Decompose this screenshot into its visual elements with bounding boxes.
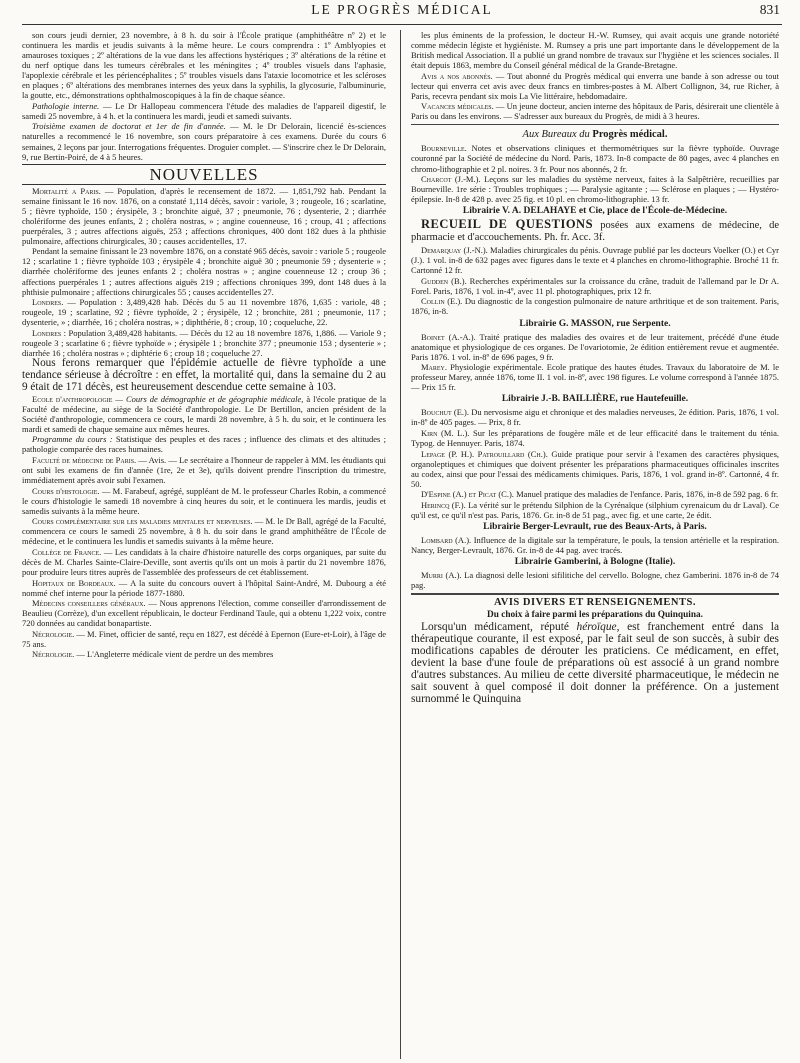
maladies-mentales-text: — M. le Dr Ball, agrégé de la Faculté, commencera ce cours le samedi 25 novembre, à 8 h. du soir dans le grand amphithéâtre de l'École de médecine, et le continuera les lundis et samedis suivants à la même heure.	[22, 516, 386, 547]
necrologie-paragraph-1	[22, 629, 386, 649]
rumsey-paragraph: les plus éminents de la profession, le docteur H.-W. Rumsey, qui avait acquis une grande notoriété comme médecin légiste et hygiéniste. M. Rumsey a pris une part importante dans le développement de la British medical Association. Il a publié un grand nombre de travaux sur l'hygiène et les sciences sociales. Il était depuis 1863, membre du Conseil général médical de la Grande-Bretagne.	[411, 30, 779, 71]
mortalite-paragraph	[22, 186, 386, 246]
college-lead: Collège de France.	[32, 546, 102, 557]
examen-paragraph	[22, 121, 386, 161]
page-number: 831	[759, 2, 780, 17]
mortalite-text: — Population, d'après le recensement de 1872. — 1,851,792 hab. Pendant la semaine finissant le 16 nov. 1876, on a constaté 1,114 décès, savoir : variole, 3 ; rougeole, 16 ; scarlatine, 5 ; fièvre typhoïde, 150 ; érysipèle, 3 ; bronchite aiguë, 37 ; pneumonie, 76 ; dysenterie, 2 ; diarrhée cholériforme des jeunes enfants, 2 ; choléra nostras, » ; angine couenneuse, 16 ; croup, 41 ; affections puerpérales, 3 ; autres affections aiguës, 253 ; affections chroniques, 400 dont 182 dues à la phthisie pulmonaire, affections chirurgicales, 30 ; causes accidentelles, 17.	[22, 185, 386, 246]
charcot-author: Charcot (J.-M.).	[421, 174, 481, 185]
vacances-text: — Un jeune docteur, ancien interne des hôpitaux de Paris, désirerait une clientèle à Paris ou dans les environs. — S'adresser aux bureaux du Progrès, de midi à 3 heures.	[411, 101, 779, 122]
necrologie-paragraph-2	[22, 649, 386, 659]
bordeaux-text: — A la suite du concours ouvert à l'hôpital Saint-André, M. Dubourg a été nommé chef interne pour la période 1877-1880.	[22, 577, 386, 598]
columns	[22, 30, 782, 1059]
conseillers-text: — Nous apprenons l'élection, comme conseiller d'arrondissement de Beaulieu (Corrèze), d'un excellent républicain, le docteur Ferdinand Taule, qui a obtenu 1,222 voix, contre 720 données au candidat bonapartiste.	[22, 598, 386, 629]
bourneville-entry	[411, 143, 779, 173]
necrologie-lead-1: Nécrologie.	[32, 628, 75, 639]
quinquina-paragraph	[411, 622, 779, 705]
lombard-text: Influence de la digitale sur la température, le pouls, la tension artérielle et la respiration. Nancy, Berger-Levrault, 1876. Gr. in-8 de 44 pag. avec tracés.	[411, 534, 779, 555]
recueil-title: RECUEIL DE QUESTIONS	[421, 217, 594, 232]
kirn-text: Sur les préparations de fougère mâle et de leur efficacité dans le traitement du ténia. Typog. de Hennuyer. Paris, 1874.	[411, 427, 779, 448]
londres-paragraph-2	[22, 328, 386, 358]
espine-entry	[411, 489, 779, 499]
cours-paragraph: son cours jeudi dernier, 23 novembre, à 8 h. du soir à l'École pratique (amphithéâtre nº 2) et le continuera les mardis et jeudis suivants à la même heure. Le cours comprendra : 1º Amblyopies et amauroses toxiques ; 2º altérations de la vue dans les affections hystériques ; 3º altérations de la rétine et du nerf optique dans les tumeurs cérébrales et les méningites ; 4º troubles visuels dans l'aphasie, l'apoplexie cérébrale et les périencéphalites ; 5º troubles visuels dans l'ataxie locomotrice et les scléroses en plaques ; 6º altérations des membranes internes des yeux dans la syphilis, la glycosurie, l'albuminurie, la goutte, etc., démonstrations ophthalmoscopiques à la fin de chaque séance.	[22, 30, 386, 101]
quinquina-text-b: , est franchement entré dans la thérapeutique courante, il est exposé, par le fait seul de son succès, à subir des modifications capables de dérouter les praticiens. Ce médicament, en effet, devient la base d'une foule de préparations où est associé à un grand nombre d'autres substances. Au milieu de cette diversité pharmaceutique, le médecin ne sait souvent à quel composé il doit donner la préférence. On a justement surnommé le Quinquina	[411, 621, 779, 705]
mortalite-lead: Mortalité a Paris.	[32, 185, 101, 196]
londres-lead-1: Londres.	[32, 297, 64, 308]
publisher-bailliere: Librairie J.-B. BAILLIÈRE, rue Hautefeuille.	[501, 394, 689, 405]
collin-author: Collin (E.).	[421, 296, 463, 307]
pathologie-lead: Pathologie interne.	[32, 100, 100, 111]
bordeaux-lead: Hopitaux de Bordeaux.	[32, 577, 116, 588]
section-title-nouvelles: NOUVELLES	[22, 164, 386, 185]
page-header	[22, 2, 782, 25]
histologie-lead: Cours d'histologie.	[32, 485, 100, 496]
anthropologie-course: — Cours de démographie et de géographie médicale,	[112, 393, 304, 404]
pathologie-text: — Le Dr Hallopeau commencera l'étude des maladies de l'appareil digestif, le samedi 25 novembre, à 4 h. et la continuera les mardi, jeudi et samedi suivants.	[22, 100, 386, 121]
anthropologie-text: à l'école pratique de la Faculté de médecine, au siège de la Société d'anthropologie. Le Dr Bertillon, ancien président de la Société d'anthropologie, commencera ce cours, le mardi 28 novembre, à 5 h. du soir, et le continuera les mardi et samedi de chaque semaine aux mêmes heures.	[22, 393, 386, 434]
avis-divers-heading: AVIS DIVERS ET RENSEIGNEMENTS.	[494, 597, 696, 609]
bureaux-heading-italic: Aux Bureaux du	[522, 129, 590, 141]
left-column	[22, 30, 386, 1059]
anthropologie-lead: Ecole d'anthropologie	[32, 393, 113, 404]
maladies-mentales-paragraph	[22, 516, 386, 546]
gudden-author: Gudden (B.).	[421, 275, 467, 286]
bordeaux-paragraph	[22, 578, 386, 598]
double-divider	[411, 593, 779, 595]
quinquina-subheading: Du choix à faire parmi les préparations du Quinquina.	[486, 610, 703, 621]
bouchut-entry	[411, 407, 779, 427]
herincq-author: Herincq (F.).	[421, 499, 466, 510]
semaine-paragraph: Pendant la semaine finissant le 23 novembre 1876, on a constaté 965 décès, savoir : variole 5 ; rougeole 12 ; scarlatine 1 ; fièvre typhoïde 103 ; érysipèle 4 ; bronchite aiguë 30 ; pneumonie 59 ; dysenterie » ; diarrhée cholériforme des jeunes enfants 2 ; choléra nostras » ; angine couenneuse 12 ; croup 36 ; affections puerpérales 1 ; autres affections aiguës 219 ; affections chroniques 399, dont 148 dues à la phthisie pulmonaire ; affections chirurgicales 55 ; causes accidentelles 27.	[22, 246, 386, 297]
abonnes-text: — Tout abonné du Progrès médical qui enverra une bande à son adresse ou tout lecteur qui enverra cet avis avec deux francs en timbres-postes à M. Albert Collignon, 34, rue Richer, à Paris, recevra pendant six mois La Vie littéraire, hebdomadaire.	[411, 70, 779, 101]
demarquay-author: Demarquay (J.-N.).	[421, 245, 488, 256]
charcot-entry	[411, 174, 779, 204]
marey-author: Marey.	[421, 362, 448, 373]
histologie-text: — M. Farabeuf, agrégé, suppléant de M. le professeur Charles Robin, a commencé le cours d'histologie le samedi 18 novembre à cinq heures du soir, et le continuera les mardis, jeudis et samedis suivants à la même heure.	[22, 485, 386, 516]
bourneville-text: Notes et observations cliniques et thermométriques sur la fièvre typhoïde. Ouvrage couronné par la Société de médecine du Nord. Paris, 1873. In-8 compacte de 80 pages, avec 4 planches en chromo-lithographie et 2 pl. noires. 3 fr. Pour nos abonnés, 2 fr.	[411, 143, 779, 174]
kirn-author: Kirn (M. L.).	[421, 427, 470, 438]
londres-lead-2: Londres	[32, 327, 62, 338]
abonnes-paragraph	[411, 71, 779, 101]
kirn-entry	[411, 428, 779, 448]
bourneville-author: Bourneville.	[421, 143, 467, 154]
lepage-entry	[411, 449, 779, 489]
conseillers-paragraph	[22, 598, 386, 628]
demarquay-entry	[411, 245, 779, 275]
examen-text: — M. le Dr Delorain, licencié ès-sciences naturelles a recommencé le 16 novembre, son cours préparatoire à ces examens. Durée du cours 6 semaines, 2 leçons par jour. Interrogations fréquentes. Droguier complet. — S'inscrire chez le Dr Delorain, 9, rue Bertin-Poiré, de 4 à 5 heures.	[22, 121, 386, 162]
vacances-lead: Vacances médicales.	[421, 101, 494, 112]
murri-text: La diagnosi delle lesioni sifilitiche del cervello. Bologne, chez Gamberini. 1876 in-8 de 74 pag.	[411, 569, 779, 590]
boinet-text: Traité pratique des maladies des ovaires et de leur traitement, précédé d'une étude anatomique et physiologique de ces organes. De l'ovariotomie, 2e édition entièrement revue et augmentée. Paris 1876. 1 vol. in-8º de 696 pages, 9 fr.	[411, 331, 779, 362]
necrologie-text-2: — L'Angleterre médicale vient de perdre un des membres	[74, 649, 274, 660]
faculte-text: — Avis. — Le secrétaire a l'honneur de rappeler à MM. les étudiants qui ont subi les examens de fin d'année (1re, 2e et 3e), qu'ils doivent prendre l'inscription du trimestre, immédiatement après avoir subi l'examen.	[22, 454, 386, 486]
marey-entry	[411, 362, 779, 392]
abonnes-lead: Avis a nos abonnés.	[421, 70, 493, 81]
londres-text-2: : Population 3,489,428 habitants. — Décès du 12 au 18 novembre 1876, 1,886. — Variole 9 ; rougeole 3 ; scarlatine 6 ; fièvre typhoïde » ; érysipèle 1 ; bronchite 377 ; pneumonie 153 ; dysenterie » ; diarrhée 16 ; choléra nostras » ; diphtérie 6 ; croup 18 ; coqueluche 27.	[22, 327, 386, 358]
conseillers-lead: Médecins conseillers généraux.	[32, 598, 146, 609]
publisher-gamberini: Librairie Gamberini, à Bologne (Italie).	[514, 556, 676, 567]
espine-text: Manuel pratique des maladies de l'enfance. Paris, 1876, in-8 de 592 pag. 6 fr.	[513, 489, 779, 500]
bureaux-heading	[411, 128, 779, 141]
examen-lead: Troisième examen de doctorat et 1er de fin d'année.	[32, 121, 226, 132]
marey-text: Physiologie expérimentale. Ecole pratique des hautes études. Travaux du laboratoire de M. le professeur Marey, année 1876, tome II. 1 vol. in-8º, avec 198 figures. Le volume correspond à l'année 1875. — Prix 15 fr.	[411, 362, 779, 393]
collin-text: Du diagnostic de la congestion pulmonaire de nature arthritique et de son traitement. Paris, 1876, in-8.	[411, 296, 779, 317]
collin-entry	[411, 296, 779, 316]
college-paragraph	[22, 547, 386, 577]
lepage-author: Lepage (P. H.). Patrouillard (Ch.).	[421, 448, 548, 459]
bouchut-author: Bouchut (E.).	[421, 407, 470, 418]
publisher-berger-levrault: Librairie Berger-Levrault, rue des Beaux-Arts, à Paris.	[483, 521, 707, 532]
programme-paragraph	[22, 434, 386, 454]
histologie-paragraph	[22, 486, 386, 516]
maladies-mentales-lead: Cours complémentaire sur les maladies mentales et nerveuses.	[32, 516, 253, 527]
lombard-entry	[411, 535, 779, 555]
programme-text: Statistique des peuples et des races ; influence des climats et des altitudes ; pathologie comparée des races humaines.	[22, 434, 386, 455]
espine-author: D'Espine (A.) et Picat (C.).	[421, 489, 514, 500]
pathologie-paragraph	[22, 101, 386, 121]
londres-paragraph-1	[22, 297, 386, 327]
boinet-author: Boinet (A.-A.).	[421, 331, 476, 342]
vacances-paragraph	[411, 101, 779, 121]
faculte-lead: Faculté de médecine de Paris.	[32, 454, 137, 465]
right-column	[400, 30, 779, 1059]
recueil-text: posées aux examens de médecine, de pharmacie et d'accouchements. Ph. fr. Acc. 3f.	[411, 220, 779, 243]
murri-author: Murri (A.).	[421, 569, 462, 580]
lombard-author: Lombard (A.).	[421, 534, 472, 545]
lepage-text: Guide pratique pour servir à l'examen des caractères physiques, organoleptiques et chimiques que doivent présenter les préparations pharmaceutiques officinales inscrites au codex, ainsi que pour l'essai des médicaments chimiques. Paris, 1876, 1 vol. grand in-8º. Cartonné, 4 fr. 50.	[411, 448, 779, 489]
programme-lead: Programme du cours :	[32, 434, 113, 445]
gudden-entry	[411, 276, 779, 296]
publisher-delahaye: Librairie V. A. DELAHAYE et Cie, place de l'École-de-Médecine.	[462, 206, 728, 217]
herincq-entry	[411, 500, 779, 520]
necrologie-text-1: — M. Finet, officier de santé, reçu en 1827, est décédé à Epernon (Eure-et-Loir), à l'âge de 75 ans.	[22, 628, 386, 649]
typhoide-remark: Nous ferons remarquer que l'épidémie actuelle de fièvre typhoïde a une tendance sérieuse à décroître : en effet, la mortalité qui, dans la semaine du 2 au 9 était de 171 décès, est heureusement descendue cette semaine à 103.	[22, 357, 386, 393]
necrologie-lead-2: Nécrologie.	[32, 649, 75, 660]
college-text: — Les candidats à la chaire d'histoire naturelle des corps organiques, par suite du décès de M. Charles Sainte-Claire-Deville, sont avertis qu'ils ont un mois à partir du 21 novembre 1876, pour produire leurs titres auprès de l'assemblée des professeurs de cet établissement.	[22, 546, 386, 577]
publisher-masson: Librairie G. MASSON, rue Serpente.	[519, 318, 671, 329]
boinet-entry	[411, 332, 779, 362]
londres-text-1: — Population : 3,489,428 hab. Décès du 5 au 11 novembre 1876, 1,635 : variole, 48 ; rougeole, 19 ; scarlatine, 92 ; fièvre typhoïde, 2 ; érysipèle, 12 ; bronchite, 281 ; pneumonie, 117 ; dysenterie, » ; diarrhée, 16 ; choléra nostras, » ; diphthérie, 8 ; croup, 10 ; coqueluche, 22.	[22, 297, 386, 328]
recueil-entry	[411, 219, 779, 243]
quinquina-heroique: héroïque	[576, 621, 617, 634]
quinquina-text-a: Lorsqu'un médicament, réputé	[421, 621, 577, 634]
bureaux-heading-bold: Progrès médical.	[592, 129, 668, 141]
murri-entry	[411, 570, 779, 590]
journal-title: LE PROGRÈS MÉDICAL	[311, 2, 493, 17]
anthropologie-paragraph	[22, 394, 386, 434]
faculte-paragraph	[22, 455, 386, 485]
charcot-text: Leçons sur les maladies du système nerveux, faites à la Salpêtrière, recueillies par Bourneville. 1re série : Troubles trophiques ; — Paralysie agitante ; — Sclérose en plaques ; — Hystéro-épilepsie. In-8 de 428 p. avec 25 fig. et 10 pl. en chromo-lithographie. 13 fr.	[411, 174, 779, 205]
bouchut-text: Du nervosisme aigu et chronique et des maladies nerveuses, 2e édition. Paris, 1876, 1 vol. in-8º de 405 pages. — Prix, 8 fr.	[411, 407, 779, 428]
herincq-text: La vérité sur le prétendu Silphion de la Cyrénaïque (silphium cyrenaicum du dr Laval). Ce qu'il est, ce qu'il n'est pas. Paris, 1876. Gr. in-8 de 51 pag., avec fig. et une carte, 2e édit.	[411, 499, 779, 520]
divider	[411, 124, 779, 125]
demarquay-text: Maladies chirurgicales du pénis. Ouvrage publié par les docteurs Voelker (O.) et Cyr (J.). 1 vol. in-8 de 632 pages avec figures dans le texte et 4 planches en chromo-lithographie. Broché 11 fr. Cartonné 12 fr.	[411, 245, 779, 276]
gudden-text: Recherches expérimentales sur la croissance du crâne, traduit de l'allemand par le Dr A. Forel. Paris, 1876, 1 vol. in-4º, avec 11 pl. photographiques, prix 12 fr.	[411, 275, 779, 296]
